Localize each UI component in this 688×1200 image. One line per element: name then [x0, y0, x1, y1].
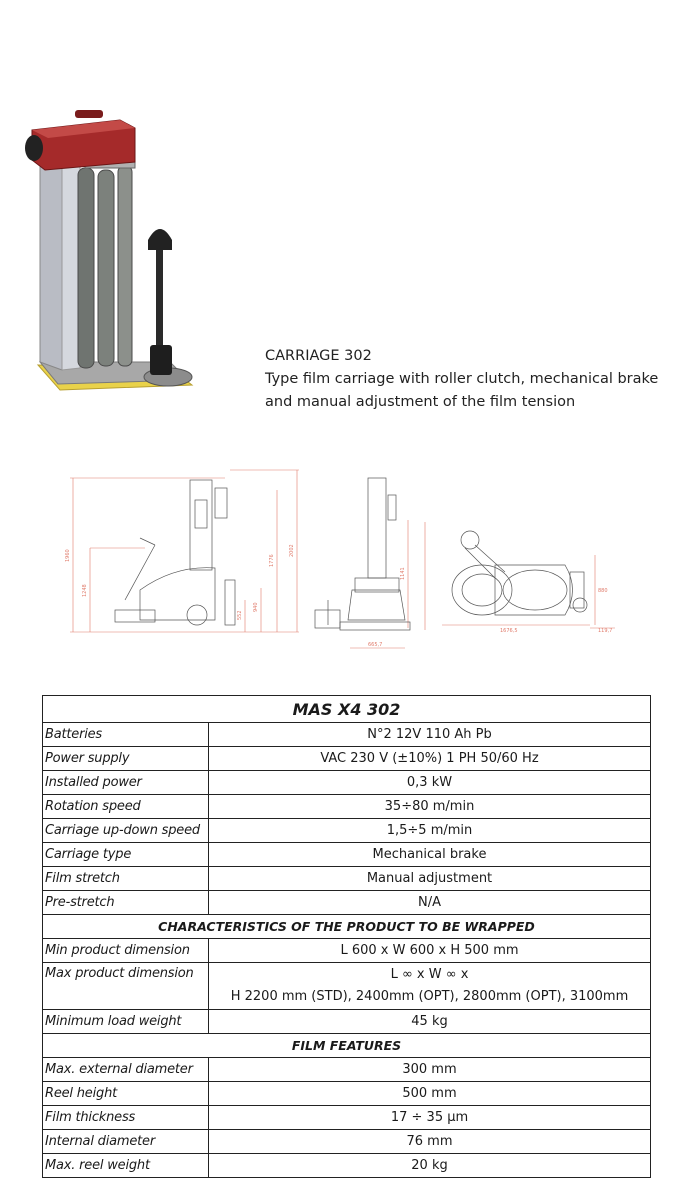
- table-row: [43, 1154, 651, 1178]
- dim-880: 880: [598, 588, 608, 594]
- row-value: 45 kg: [209, 1010, 651, 1034]
- caption-line-2: and manual adjustment of the film tension: [265, 394, 576, 410]
- row-label: Film thickness: [43, 1106, 209, 1130]
- row-value: 20 kg: [209, 1154, 651, 1178]
- dim-1141: 1141: [400, 567, 406, 580]
- table-row: [43, 867, 651, 891]
- specs-table: [42, 695, 651, 1178]
- dim-552: 552: [237, 610, 243, 620]
- row-label: Max. external diameter: [43, 1058, 209, 1082]
- row-label: Internal diameter: [43, 1130, 209, 1154]
- caption-line-1: Type film carriage with roller clutch, mechanical brake: [265, 371, 659, 387]
- row-label: Batteries: [43, 723, 209, 747]
- dim-665-7: 665,7: [368, 642, 383, 648]
- table-row: [43, 891, 651, 915]
- table-row: [43, 843, 651, 867]
- dim-1960: 1960: [65, 549, 71, 562]
- side-view-drawing: [65, 460, 305, 655]
- row-label: Pre-stretch: [43, 891, 209, 915]
- row-value: 300 mm: [209, 1058, 651, 1082]
- row-label: Minimum load weight: [43, 1010, 209, 1034]
- table-row: [43, 1082, 651, 1106]
- row-value: N/A: [209, 891, 651, 915]
- table-row: [43, 723, 651, 747]
- table-row: [43, 771, 651, 795]
- table-row: [43, 1010, 651, 1034]
- row-value-line-1: L ∞ x W ∞ x: [390, 967, 469, 982]
- row-value: 1,5÷5 m/min: [209, 819, 651, 843]
- row-value: L 600 x W 600 x H 500 mm: [209, 939, 651, 963]
- row-value-line-2: H 2200 mm (STD), 2400mm (OPT), 2800mm (OPT), 3100mm: [230, 989, 629, 1004]
- row-value: N°2 12V 110 Ah Pb: [209, 723, 651, 747]
- row-value: Mechanical brake: [209, 843, 651, 867]
- row-value: 500 mm: [209, 1082, 651, 1106]
- table-row: [43, 819, 651, 843]
- section-heading-product: CHARACTERISTICS OF THE PRODUCT TO BE WRAPPED: [43, 915, 651, 939]
- table-row: [43, 795, 651, 819]
- dim-1776: 1776: [269, 554, 275, 567]
- row-label: Installed power: [43, 771, 209, 795]
- table-row: [43, 1106, 651, 1130]
- table-row: [43, 939, 651, 963]
- row-value: 76 mm: [209, 1130, 651, 1154]
- dim-1676-5: 1676,5: [500, 628, 518, 634]
- caption-title: CARRIAGE 302: [265, 348, 372, 364]
- table-title: MAS X4 302: [43, 696, 651, 723]
- table-row: [43, 963, 651, 1010]
- row-label: Min product dimension: [43, 939, 209, 963]
- row-label: Power supply: [43, 747, 209, 771]
- dim-119-7: 119,7: [598, 628, 613, 634]
- row-value: Manual adjustment: [209, 867, 651, 891]
- row-label: Max. reel weight: [43, 1154, 209, 1178]
- dim-1248: 1248: [82, 584, 88, 597]
- film-carriage-image: [20, 100, 205, 410]
- table-row: [43, 747, 651, 771]
- row-value: 0,3 kW: [209, 771, 651, 795]
- table-row: [43, 1130, 651, 1154]
- dim-2002: 2002: [289, 544, 295, 557]
- front-view-drawing: [310, 460, 415, 655]
- dim-940: 940: [253, 602, 259, 612]
- row-label: Carriage type: [43, 843, 209, 867]
- carriage-caption: [265, 345, 685, 414]
- top-view-drawing: [420, 460, 620, 655]
- row-value: [209, 963, 651, 1010]
- row-label: Rotation speed: [43, 795, 209, 819]
- row-value: 17 ÷ 35 µm: [209, 1106, 651, 1130]
- section-heading-film: FILM FEATURES: [43, 1034, 651, 1058]
- row-value: VAC 230 V (±10%) 1 PH 50/60 Hz: [209, 747, 651, 771]
- row-label: Reel height: [43, 1082, 209, 1106]
- row-label: Film stretch: [43, 867, 209, 891]
- row-label: Max product dimension: [43, 963, 209, 1010]
- row-value: 35÷80 m/min: [209, 795, 651, 819]
- row-label: Carriage up-down speed: [43, 819, 209, 843]
- table-row: [43, 1058, 651, 1082]
